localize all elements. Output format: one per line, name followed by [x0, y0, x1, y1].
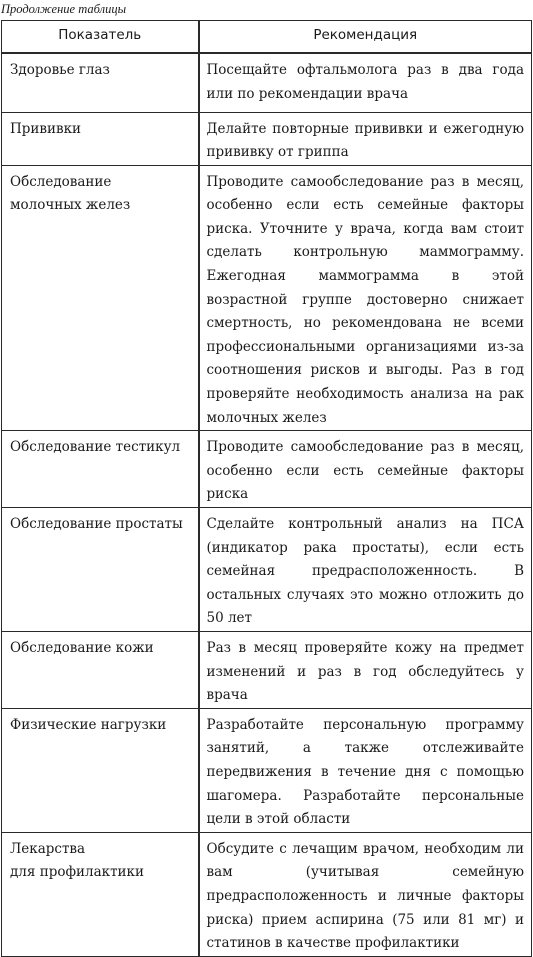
indicator-text: Здоровье глаз — [10, 62, 110, 78]
indicator-cell — [2, 832, 199, 956]
indicator-text: Обследование — [10, 173, 112, 190]
recommendation-cell: Сделайте контрольный анализ на ПСА (индикатор рака простаты), если есть семейная предрасположенность. В остальных случаях это можно отложить до 50 лет — [199, 508, 532, 632]
table-row — [2, 165, 532, 431]
indicator-text: Прививки — [10, 120, 82, 137]
indicator-cell — [2, 708, 199, 832]
recommendation-cell: Обсудите с лечащим врачом, необходим ли вам (учитывая семейную предрасположенность и личные факторы риска) прием аспирина (75 или 81 мг) и статинов в качестве профилактики — [199, 832, 532, 956]
indicator-text: Физические нагрузки — [10, 716, 167, 733]
indicator-column-header: Показатель — [2, 21, 199, 54]
recommendation-cell: Разработайте персональную программу занятий, а также отслеживайте передвижения в течение дня с помощью шагомера. Разработайте персональные цели в этой области — [199, 708, 532, 832]
indicator-cell — [2, 508, 199, 632]
table-row — [2, 112, 532, 165]
indicator-cell — [2, 631, 199, 708]
recommendations-table — [1, 20, 532, 957]
recommendation-cell: Проводите самообследование раз в месяц, особенно если есть семейные факторы риска — [199, 431, 532, 508]
recommendation-cell: Посещайте офтальмолога раз в два года или по рекомендации врача — [199, 53, 532, 112]
table-header-row — [2, 21, 532, 54]
table-row — [2, 832, 532, 956]
table-row — [2, 508, 532, 632]
indicator-text: молочных желез — [10, 197, 131, 214]
table-row — [2, 631, 532, 708]
recommendation-column-header: Рекомендация — [199, 21, 532, 54]
indicator-cell — [2, 53, 199, 112]
indicator-cell — [2, 112, 199, 165]
recommendation-cell: Проводите самообследование раз в месяц, особенно если есть семейные факторы риска. Уточните у врача, когда вам стоит сделать контрольную маммограмму. Ежегодная маммограмма в этой возрастной группе достоверно снижает смертность, но рекомендована не всеми профессиональными организациями из-за соотношения рисков и выгоды. Раз в год проверяйте необходимость анализа на рак молочных желез — [199, 165, 532, 431]
table-row — [2, 53, 532, 112]
table-row — [2, 431, 532, 508]
indicator-text: Лекарства — [10, 840, 86, 857]
recommendation-cell: Раз в месяц проверяйте кожу на предмет изменений и раз в год обследуйтесь у врача — [199, 631, 532, 708]
indicator-text: Обследование простаты — [10, 516, 183, 532]
indicator-text: Обследование тестикул — [10, 439, 181, 456]
recommendation-cell: Делайте повторные прививки и ежегодную прививку от гриппа — [199, 112, 532, 165]
table-continuation-caption: Продолжение таблицы — [1, 2, 127, 16]
table-row — [2, 708, 532, 832]
indicator-text: для профилактики — [10, 864, 144, 881]
indicator-text: Обследование кожи — [10, 639, 154, 656]
indicator-cell — [2, 165, 199, 431]
indicator-cell — [2, 431, 199, 508]
